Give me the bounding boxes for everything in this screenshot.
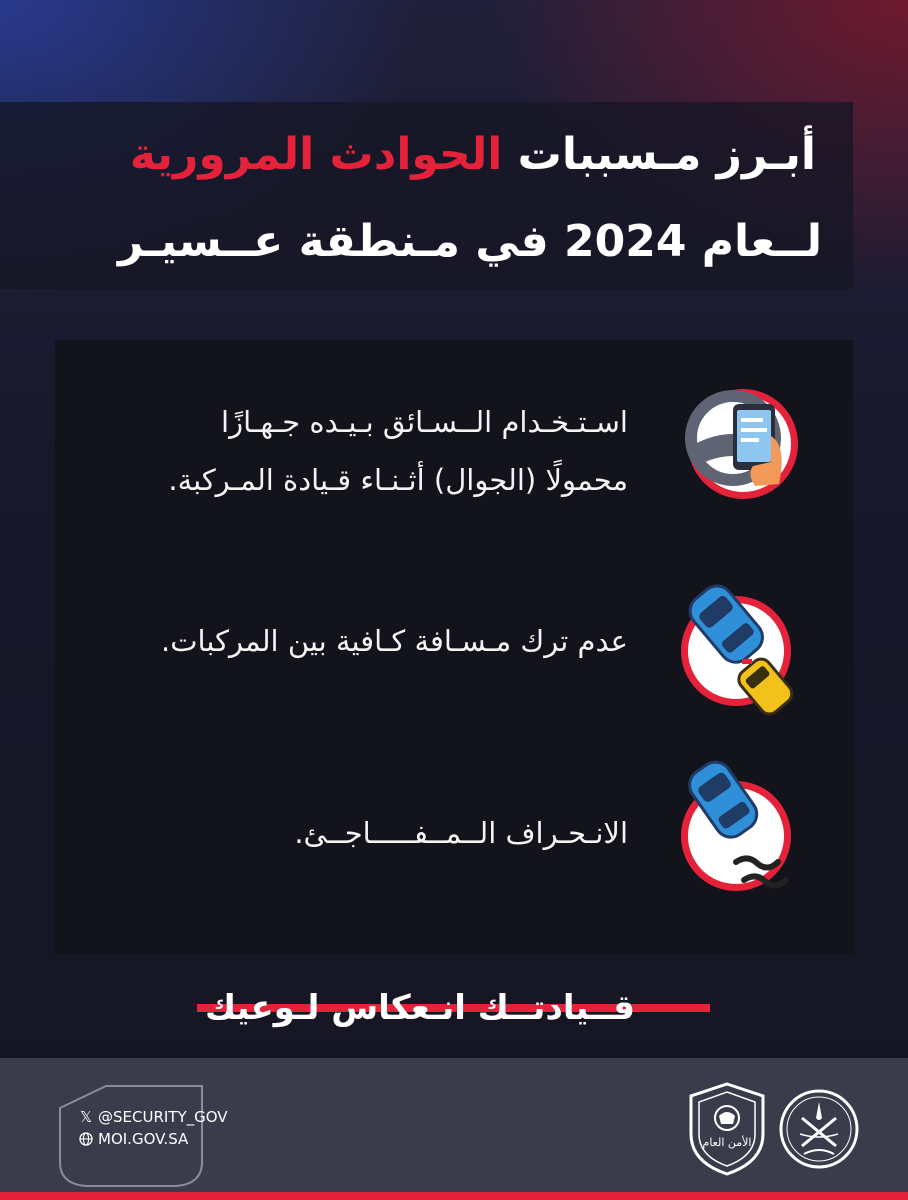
phone-steering-wheel-graphic bbox=[675, 366, 815, 516]
title-prefix: أبـرز مـسببات bbox=[502, 129, 816, 180]
cause-2-line-1: عدم ترك مـسـافة كـافية بين المركبات. bbox=[161, 624, 628, 658]
website-link[interactable] bbox=[78, 1130, 188, 1148]
page-title-line-1 bbox=[129, 129, 816, 180]
cause-1-line-1: اسـتـخـدام الــسـائق بـيـده جـهـازًا bbox=[221, 405, 628, 439]
public-security-label: الأمن العام bbox=[702, 1136, 752, 1149]
x-social-link[interactable] bbox=[78, 1108, 228, 1126]
cause-1-text bbox=[168, 393, 628, 509]
globe-icon bbox=[78, 1130, 94, 1148]
cause-3-text bbox=[294, 804, 628, 862]
phone-steering-wheel-icon bbox=[688, 389, 798, 499]
x-handle: @SECURITY_GOV bbox=[98, 1108, 228, 1126]
cause-3-line-1: الانـحـراف الــمــفـــــاجــئ. bbox=[294, 816, 628, 850]
cause-2-text bbox=[161, 612, 628, 670]
cars-following-distance-icon bbox=[681, 596, 791, 706]
cars-following-distance-graphic bbox=[668, 573, 818, 723]
title-highlight: الحوادث المرورية bbox=[129, 129, 503, 180]
page-title-line-2: لــعام 2024 في مـنطقة عــسيـر bbox=[117, 216, 822, 267]
website-text: MOI.GOV.SA bbox=[98, 1130, 189, 1148]
public-security-emblem-logo bbox=[687, 1082, 767, 1176]
car-swerving-graphic bbox=[668, 758, 818, 908]
saudi-emblem-logo bbox=[778, 1088, 860, 1170]
x-logo-icon: 𝕏 bbox=[79, 1108, 93, 1126]
car-swerving-icon bbox=[681, 781, 791, 891]
cause-1-line-2: محمولًا (الجوال) أثـنـاء قـيادة المـركبة. bbox=[168, 463, 628, 497]
slogan: قــيادتــك انـعكاس لـوعيك bbox=[204, 988, 636, 1028]
footer-accent-bar bbox=[0, 1192, 908, 1200]
